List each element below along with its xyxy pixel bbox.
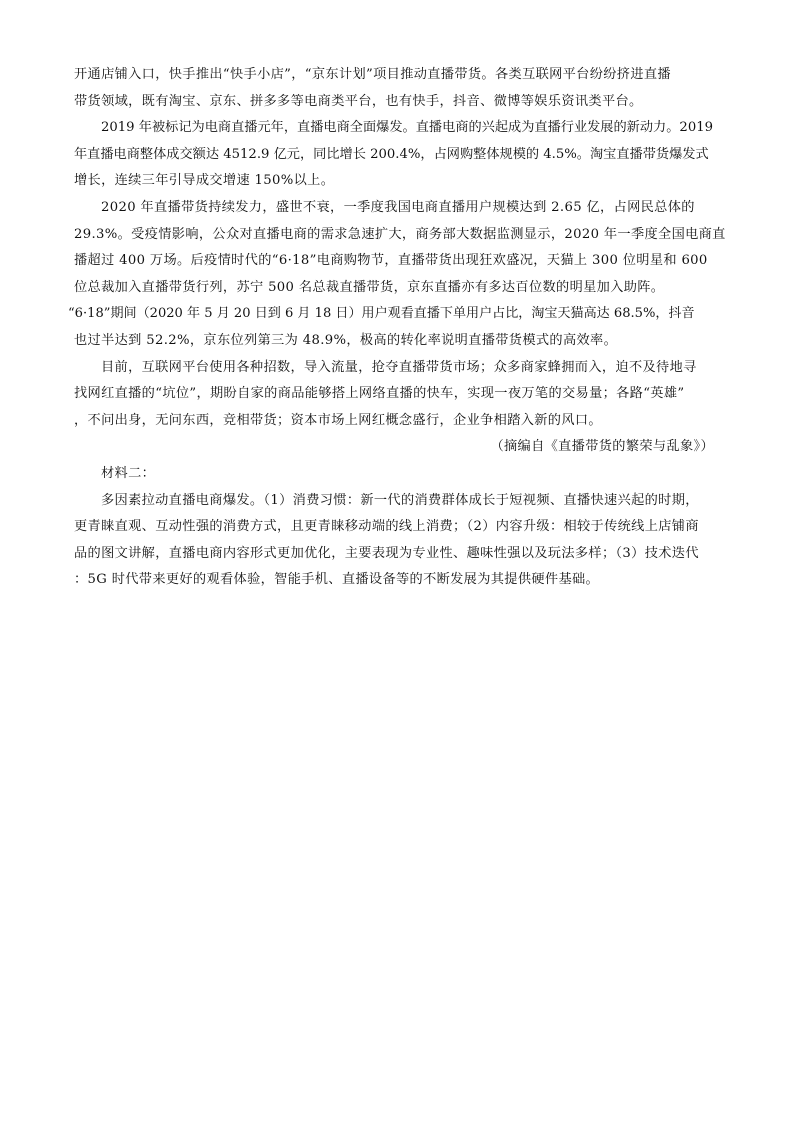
paragraph-2019-overview [74,115,726,195]
text-line: 多因素拉动直播电商爆发。（1）消费习惯：新一代的消费群体成长于短视频、直播快速兴起的时期， [101,492,699,508]
text-line: 播超过 400 万场。后疫情时代的“6·18”电商购物节，直播带货出现狂欢盛况，天猫上 300 位明星和 600 [74,253,708,269]
paragraph-2020-growth [74,195,726,301]
text-line: 目前，互联网平台使用各种招数，导入流量，抢夺直播带货市场；众多商家蜂拥而入，迫不及待地寻 [101,359,697,375]
paragraph-current-status [74,355,726,435]
paragraph-618-stats [68,301,726,354]
text-line: 2019 年被标记为电商直播元年，直播电商全面爆发。直播电商的兴起成为直播行业发展的新动力。2019 [101,120,713,136]
text-line: 2020 年直播带货持续发力，盛世不衰，一季度我国电商直播用户规模达到 2.65 亿，占网民总体的 [101,199,695,215]
text-line: 增长，连续三年引导成交增速 150%以上。 [74,173,335,189]
text-line: 带货领域，既有淘宝、京东、拼多多等电商类平台，也有快手，抖音、微博等娱乐资讯类平台。 [74,93,643,109]
text-line: 品的图文讲解，直播电商内容形式更加优化，主要表现为专业性、趣味性强以及玩法多样；（3）技术迭代 [74,545,699,561]
material-2-label: 材料二： [101,465,156,481]
document-body [68,62,726,594]
text-line: 年直播电商整体成交额达 4512.9 亿元，同比增长 200.4%，占网购整体规模的 4.5%。淘宝直播带货爆发式 [74,146,709,162]
text-line: 29.3%。受疫情影响，公众对直播电商的需求急速扩大，商务部大数据监测显示，2020 年一季度全国电商直 [74,226,726,242]
text-line: 找网红直播的“坑位”，期盼自家的商品能够搭上网络直播的快车，实现一夜万笔的交易量；各路“英雄” [74,386,685,402]
text-line: 位总裁加入直播带货行列，苏宁 500 名总裁直播带货，京东直播亦有多达百位数的明星加入助阵。 [74,279,665,295]
text-line: “6·18”期间（2020 年 5 月 20 日到 6 月 18 日）用户观看直播下单用户占比，淘宝天猫高达 68.5%，抖音 [68,306,695,322]
paragraph-driving-factors [74,488,726,594]
source-citation: （摘编自《直播带货的繁荣与乱象》） [490,439,714,455]
paragraph-continuation [74,62,726,115]
text-line: ：5G 时代带来更好的观看体验，智能手机、直播设备等的不断发展为其提供硬件基础。 [74,572,600,588]
text-line: 更青睐直观、互动性强的消费方式，且更青睐移动端的线上消费；（2）内容升级：相较于传统线上店铺商 [74,519,699,535]
text-line: ，不问出身，无问东西，竞相带货；资本市场上网红概念盛行，企业争相踏入新的风口。 [74,412,602,428]
text-line: 也过半达到 52.2%，京东位列第三为 48.9%，极高的转化率说明直播带货模式的高效率。 [74,332,618,348]
text-line: 开通店铺入口，快手推出“快手小店”，“京东计划”项目推动直播带货。各类互联网平台纷纷挤进直播 [74,67,671,82]
